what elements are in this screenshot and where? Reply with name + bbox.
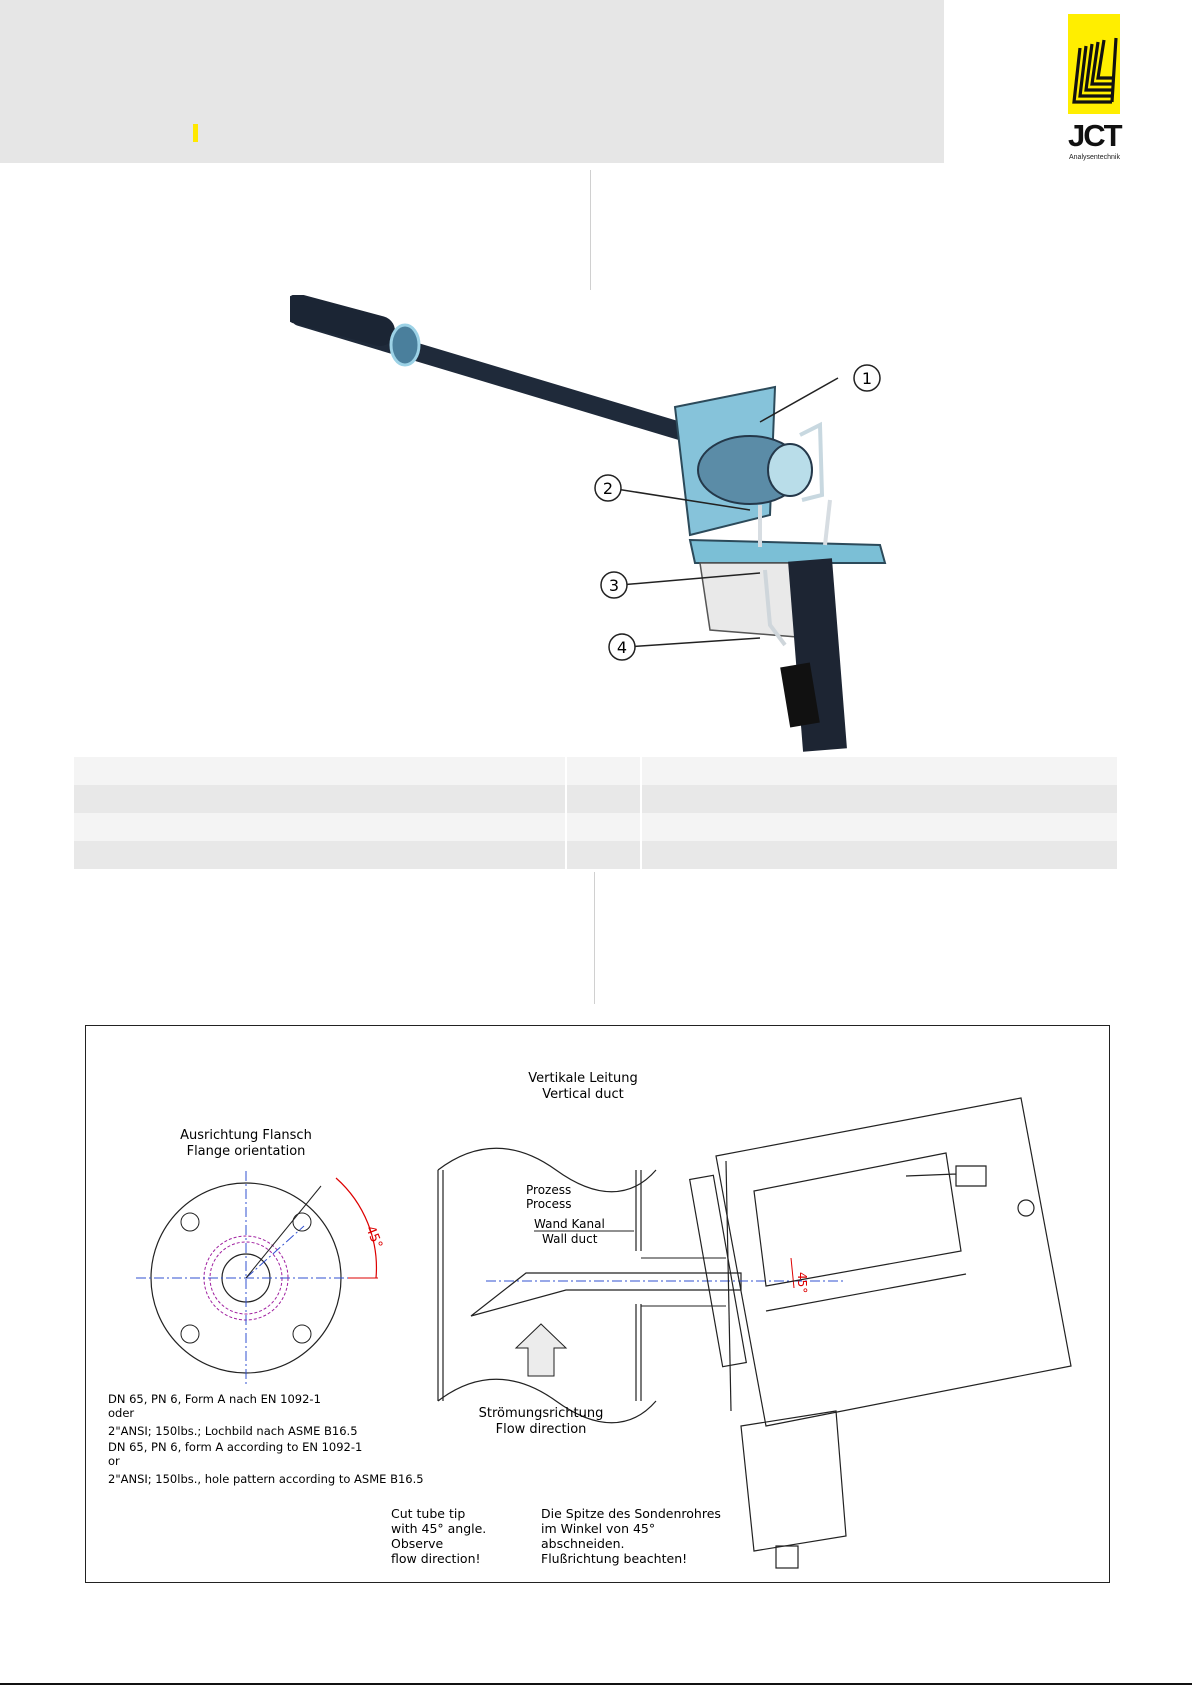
svg-text:Cut tube tip: Cut tube tip (391, 1506, 466, 1521)
parts-table (74, 757, 1117, 869)
company-logo (1068, 14, 1120, 161)
table-row (74, 785, 1117, 813)
svg-text:flow direction!: flow direction! (391, 1551, 481, 1566)
wall-label-en: Wall duct (542, 1232, 598, 1246)
process-label-en: Process (526, 1197, 572, 1211)
enclosure-drawing (690, 1098, 1071, 1568)
svg-text:Die Spitze des Sondenrohres: Die Spitze des Sondenrohres (541, 1506, 721, 1521)
tip-angle-label: 45° (795, 1272, 809, 1294)
table-row (74, 813, 1117, 841)
callout-4 (609, 634, 635, 660)
svg-text:2"ANSI; 150lbs.; Lochbild nach: 2"ANSI; 150lbs.; Lochbild nach ASME B16.5 (108, 1424, 358, 1438)
svg-text:2: 2 (602, 479, 614, 498)
logo-mark-icon (1068, 14, 1120, 114)
installation-drawing (85, 1025, 1110, 1583)
note-en (391, 1506, 486, 1566)
flow-label-en: Flow direction (495, 1422, 587, 1437)
flange-spec (108, 1392, 424, 1486)
process-label-de: Prozess (526, 1183, 572, 1197)
flange-angle-label: 45° (362, 1223, 385, 1251)
svg-text:Observe: Observe (391, 1536, 444, 1551)
drawing-canvas (86, 1026, 1109, 1582)
table-row (74, 757, 1117, 785)
duct-title-de: Vertikale Leitung (528, 1071, 638, 1086)
flange-title-en: Flange orientation (186, 1144, 306, 1159)
note-de (541, 1506, 721, 1566)
callout-1 (854, 365, 880, 391)
probe-assembly-photo (290, 295, 910, 755)
callout-3 (601, 572, 627, 598)
table-row (74, 841, 1117, 869)
flow-label-de: Strömungsrichtung (478, 1406, 604, 1421)
svg-text:4: 4 (616, 638, 628, 657)
duct-title-en: Vertical duct (542, 1087, 624, 1102)
svg-text:3: 3 (608, 576, 620, 595)
flange-title-de: Ausrichtung Flansch (180, 1128, 312, 1143)
header-band (0, 0, 944, 163)
svg-text:with 45° angle.: with 45° angle. (391, 1521, 487, 1536)
svg-text:DN 65, PN 6, form A according: DN 65, PN 6, form A according to EN 1092-1 (108, 1440, 363, 1454)
svg-text:or: or (108, 1454, 120, 1468)
svg-text:Flußrichtung beachten!: Flußrichtung beachten! (541, 1551, 688, 1566)
logo-subtitle: Analysentechnik (1069, 154, 1120, 161)
svg-text:2"ANSI; 150lbs., hole pattern: 2"ANSI; 150lbs., hole pattern according to ASME B16.5 (108, 1472, 424, 1486)
svg-text:im Winkel von 45°: im Winkel von 45° (541, 1521, 656, 1536)
column-divider-mid (594, 872, 595, 1004)
svg-text:abschneiden.: abschneiden. (541, 1536, 625, 1551)
svg-text:1: 1 (861, 369, 873, 388)
flow-arrow-icon (516, 1324, 566, 1376)
wall-label-de: Wand Kanal (534, 1217, 605, 1231)
svg-text:DN 65, PN 6, Form A nach EN 10: DN 65, PN 6, Form A nach EN 1092-1 (108, 1392, 321, 1406)
logo-wordmark: JCT (1068, 118, 1121, 153)
probe-tube (471, 1273, 741, 1316)
svg-text:oder: oder (108, 1406, 135, 1420)
callout-2 (595, 475, 621, 501)
column-divider-top (590, 170, 591, 290)
header-accent-bar (193, 124, 198, 142)
